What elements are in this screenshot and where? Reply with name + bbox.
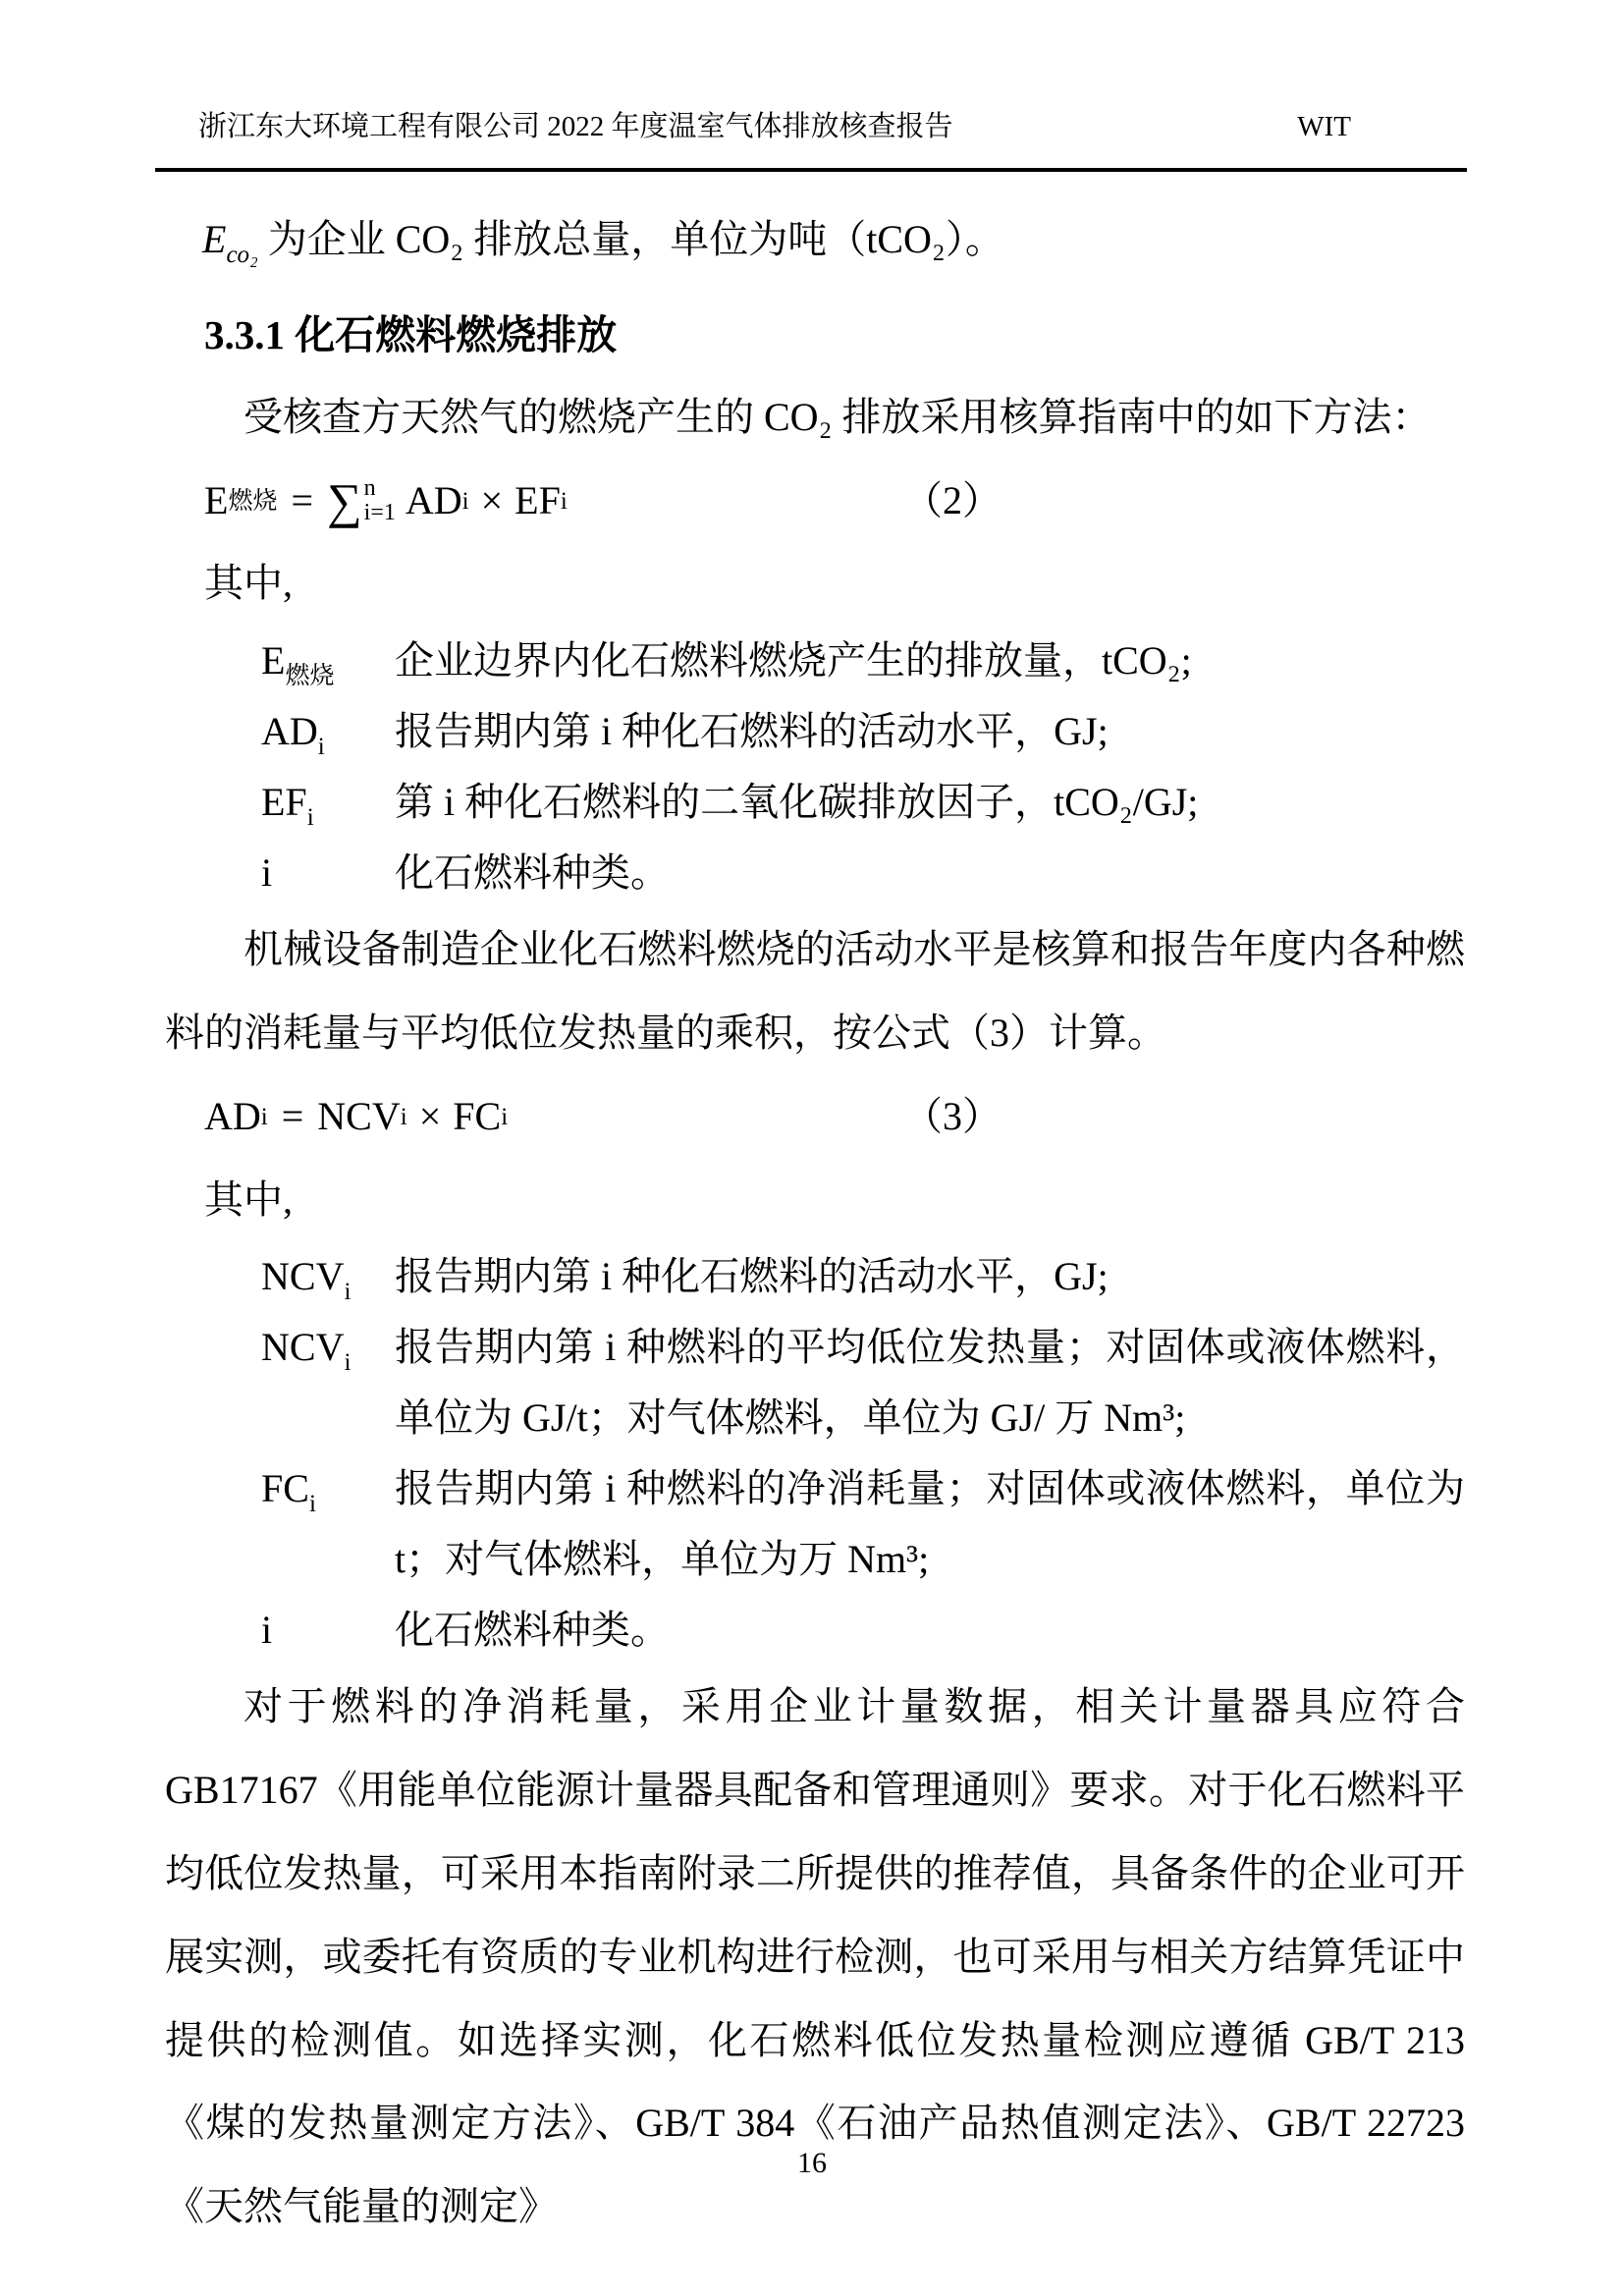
term-subscript: 燃烧 xyxy=(285,663,335,690)
header-report-title: 浙江东大环境工程有限公司 2022 年度温室气体排放核查报告 xyxy=(198,111,953,142)
definition-row xyxy=(165,626,1465,696)
definition-text: 化石燃料种类。 xyxy=(395,850,670,896)
document-body xyxy=(165,192,1465,2249)
term-symbol: FC xyxy=(261,1466,309,1511)
definition-term xyxy=(261,1312,395,1383)
term-symbol: AD xyxy=(261,709,318,754)
term-symbol: E xyxy=(261,638,286,683)
page-number: 16 xyxy=(797,2147,827,2179)
symbol-e-subscript: co₂ xyxy=(226,242,258,268)
definition-row xyxy=(165,696,1465,767)
formula-2-number: （2） xyxy=(903,477,1001,522)
multiply-sign: × xyxy=(418,1093,442,1138)
equals-sign: = xyxy=(291,477,314,522)
definition-text: 报告期内第 i 种燃料的平均低位发热量；对固体或液体燃料，单位为 GJ/t；对气体燃料，单位为 GJ/ 万 Nm³; xyxy=(395,1325,1465,1441)
paragraph-method-intro: 受核查方天然气的燃烧产生的 CO₂ 排放采用核算指南中的如下方法： xyxy=(244,394,1432,439)
formula-2 xyxy=(165,460,1001,543)
definition-text: 第 i 种化石燃料的二氧化碳排放因子，tCO₂/GJ; xyxy=(395,780,1199,825)
definition-text: 企业边界内化石燃料燃烧产生的排放量，tCO₂; xyxy=(395,638,1192,683)
sigma-limits xyxy=(364,476,396,525)
sigma-icon: ∑ xyxy=(327,473,362,529)
where-label-2: 其中, xyxy=(204,1176,293,1222)
term-subscript: i xyxy=(344,1349,352,1377)
definition-term xyxy=(261,1241,395,1312)
definition-term xyxy=(261,626,395,696)
formula-2-lhs-subscript: 燃烧 xyxy=(228,487,278,515)
definition-term xyxy=(261,1453,395,1524)
term-subscript: i xyxy=(344,1279,352,1306)
term-symbol: i xyxy=(261,1608,273,1653)
term-subscript: i xyxy=(306,804,314,832)
formula-3-lhs: AD xyxy=(204,1093,261,1138)
definition-text: 报告期内第 i 种化石燃料的活动水平，GJ; xyxy=(395,709,1109,754)
definition-list-2 xyxy=(165,1241,1465,1666)
page-header xyxy=(155,104,1467,172)
definition-row xyxy=(165,1241,1465,1312)
formula-3-expression xyxy=(204,1075,508,1159)
definition-row xyxy=(165,838,1465,908)
term-symbol: i xyxy=(261,850,273,896)
where-label-1: 其中, xyxy=(204,561,293,606)
definition-term xyxy=(261,838,395,908)
section-heading-331: 3.3.1 化石燃料燃烧排放 xyxy=(204,311,618,357)
definition-row xyxy=(165,1312,1465,1453)
definition-row xyxy=(165,1453,1465,1595)
formula-2-term1: AD xyxy=(405,477,462,522)
term-symbol: NCV xyxy=(261,1325,345,1370)
eco2-definition-text: 为企业 CO₂ 排放总量，单位为吨（tCO₂）。 xyxy=(257,217,1004,261)
definition-row xyxy=(165,1595,1465,1666)
formula-3-number: （3） xyxy=(903,1093,1001,1138)
formula-2-lhs: E xyxy=(204,477,229,522)
sigma-upper-limit: n xyxy=(363,474,376,501)
formula-2-term2: EF xyxy=(514,477,561,522)
definition-term xyxy=(261,696,395,767)
header-logo-text: WIT xyxy=(1297,111,1351,142)
definition-term xyxy=(261,1595,395,1666)
formula-2-term2-subscript: i xyxy=(560,487,568,515)
multiply-sign: × xyxy=(480,477,504,522)
definition-text: 化石燃料种类。 xyxy=(395,1608,670,1653)
equals-sign: = xyxy=(281,1093,304,1138)
formula-3-lhs-subscript: i xyxy=(260,1103,268,1130)
formula-2-term1-subscript: i xyxy=(461,487,469,515)
definition-text: 报告期内第 i 种化石燃料的活动水平，GJ; xyxy=(395,1254,1109,1299)
symbol-e: E xyxy=(202,217,227,261)
page-footer xyxy=(0,2147,1624,2180)
paragraph-measurement-requirements: 对于燃料的净消耗量，采用企业计量数据，相关计量器具应符合 GB17167《用能单位能源计量器具配备和管理通则》要求。对于化石燃料平均低位发热量，可采用本指南附录二所提供的推荐值，具备条件的企业可开展实测，或委托有资质的专业机构进行检测，也可采用与相关方结算凭证中提供的检测值。如选择实测，化石燃料低位发热量检测应遵循 GB/T 213《煤的发热量测定方法》、GB/T 384《石油产品热值测定法》、GB/T 22723《天然气能量的测定》 xyxy=(165,1684,1465,2229)
term-symbol: NCV xyxy=(261,1254,345,1299)
term-symbol: EF xyxy=(261,780,307,825)
paragraph-eco2-definition xyxy=(165,198,1465,282)
definition-term xyxy=(261,767,395,838)
definition-list-1 xyxy=(165,626,1465,908)
term-subscript: i xyxy=(308,1491,316,1518)
formula-3-term1-subscript: i xyxy=(400,1103,407,1130)
sigma-lower-limit: i=1 xyxy=(363,500,396,526)
formula-3-term1: NCV xyxy=(317,1093,401,1138)
formula-2-expression xyxy=(204,460,568,543)
formula-3-term2: FC xyxy=(453,1093,502,1138)
paragraph-activity-level: 机械设备制造企业化石燃料燃烧的活动水平是核算和报告年度内各种燃料的消耗量与平均低位发热量的乘积，按公式（3）计算。 xyxy=(165,927,1465,1056)
definition-text: 报告期内第 i 种燃料的净消耗量；对固体或液体燃料，单位为 t；对气体燃料，单位为万 Nm³; xyxy=(395,1466,1465,1582)
formula-3 xyxy=(165,1075,1001,1159)
definition-row xyxy=(165,767,1465,838)
term-subscript: i xyxy=(317,734,325,761)
formula-3-term2-subscript: i xyxy=(501,1103,509,1130)
